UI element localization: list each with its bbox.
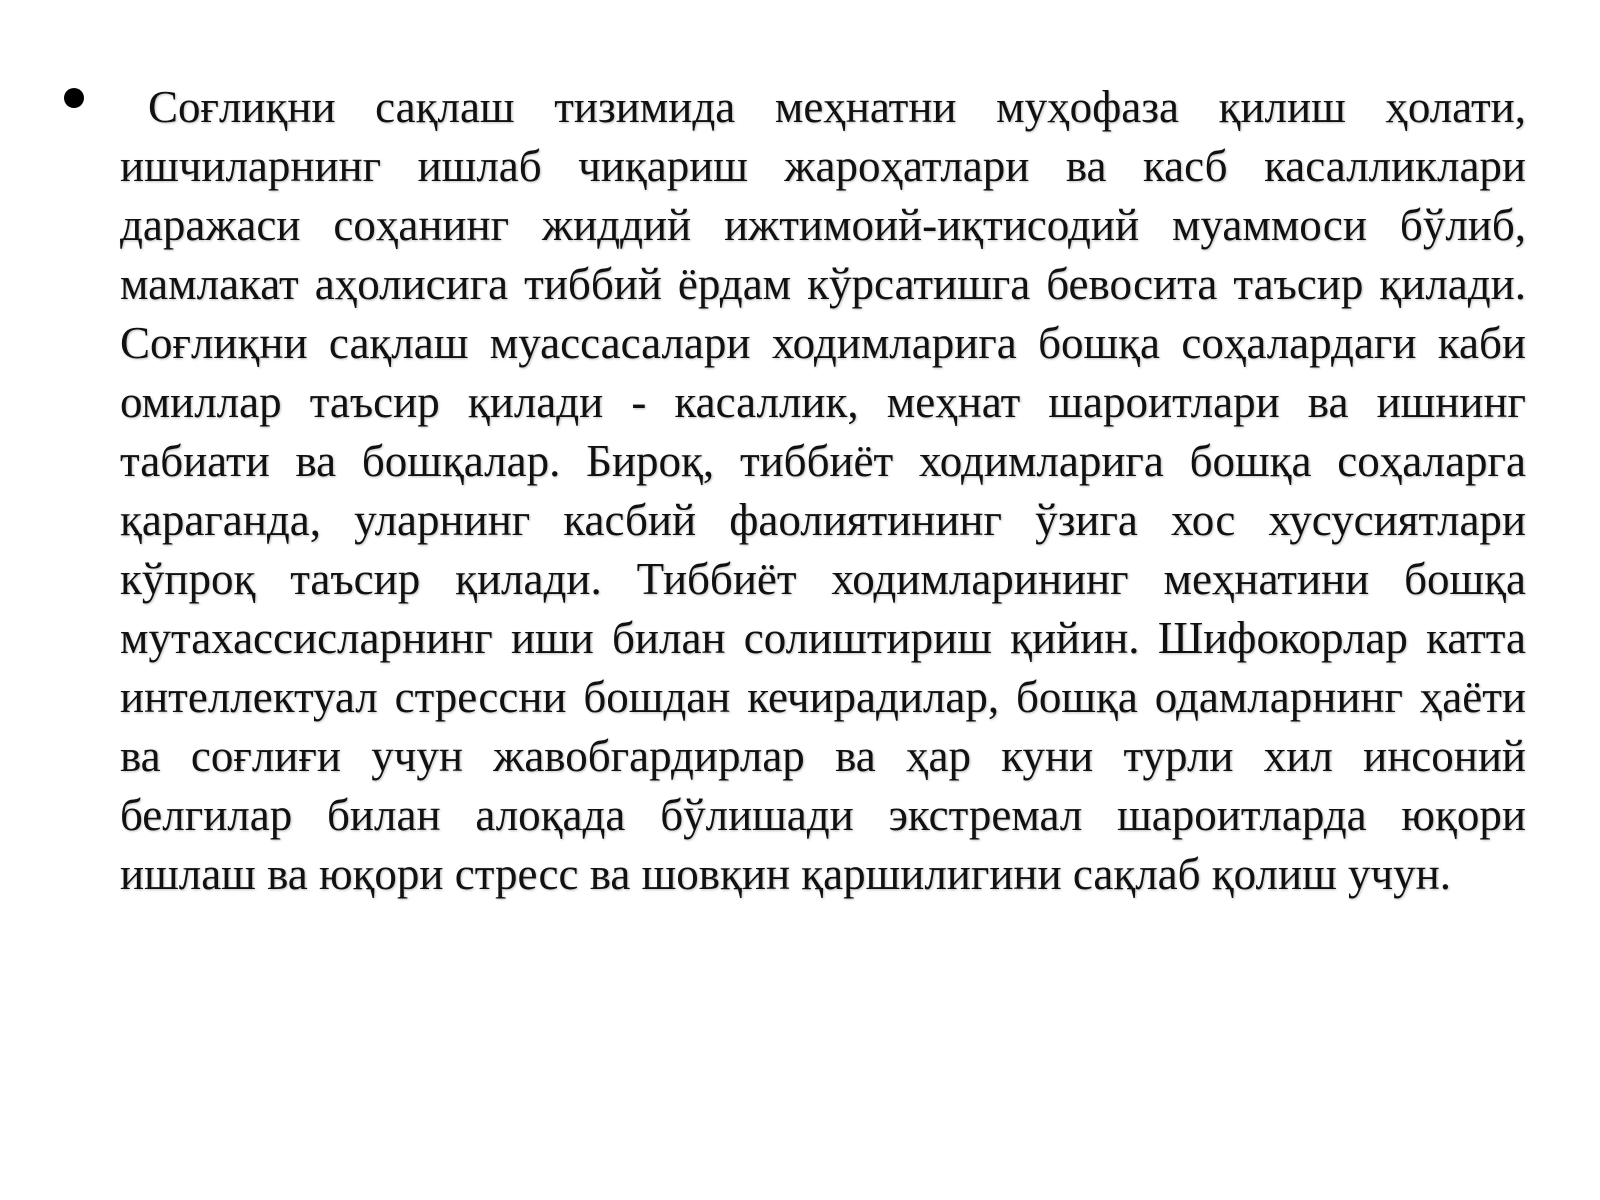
bullet-point-icon [64,88,84,108]
bullet-item [120,78,1526,904]
bullet-paragraph: Соғлиқни сақлаш тизимида меҳнатни муҳофаза қилиш ҳолати, ишчиларнинг ишлаб чиқариш жароҳатлари ва касб касалликлари даражаси соҳанинг жиддий ижтимоий-иқтисодий муаммоси бўлиб, мамлакат аҳолисига тиббий ёрдам кўрсатишга бевосита таъсир қилади. Соғлиқни сақлаш муассасалари ходимларига бошқа соҳалардаги каби омиллар таъсир қилади - касаллик, меҳнат шароитлари ва ишнинг табиати ва бошқалар. Бироқ, тиббиёт ходимларига бошқа соҳаларга қараганда, уларнинг касбий фаолиятининг ўзига хос хусусиятлари кўпроқ таъсир қилади. Тиббиёт ходимларининг меҳнатини бошқа мутахассисларнинг иши билан солиштириш қийин. Шифокорлар катта интеллектуал стрессни бошдан кечирадилар, бошқа одамларнинг ҳаёти ва соғлиғи учун жавобгардирлар ва ҳар куни турли хил инсоний белгилар билан алоқада бўлишади экстремал шароитларда юқори ишлаш ва юқори стресс ва шовқин қаршилигини сақлаб қолиш учун. [120,82,1526,899]
